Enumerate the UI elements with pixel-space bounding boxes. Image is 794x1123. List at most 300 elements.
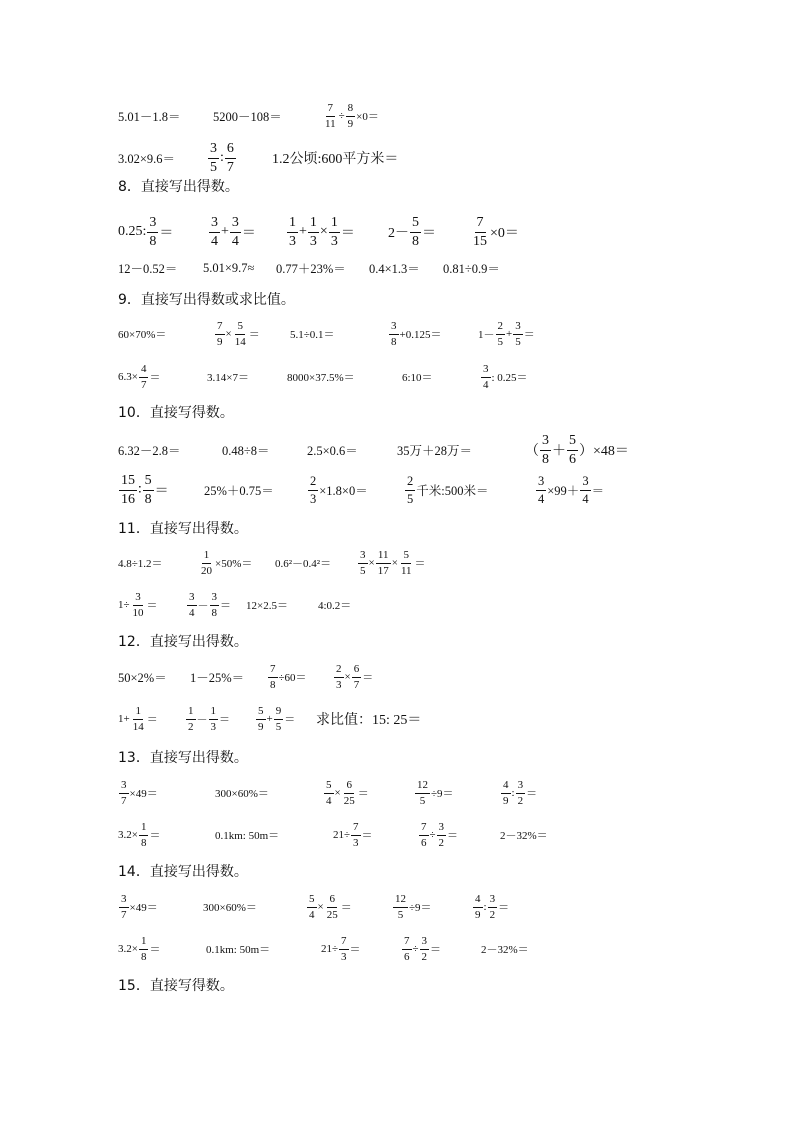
fraction-numerator: 2 xyxy=(334,664,344,678)
fraction-numerator: 5 xyxy=(401,550,411,564)
fraction-numerator: 3 xyxy=(119,894,129,908)
problem-item xyxy=(392,887,432,927)
fraction-numerator: 5 xyxy=(324,780,334,794)
problem-item xyxy=(118,212,173,252)
problem-item xyxy=(443,248,500,288)
problem-item xyxy=(397,430,472,470)
expression-text: 4.8÷1.2＝ xyxy=(118,558,163,570)
fraction-denominator: 9 xyxy=(475,908,481,921)
expression-text: 50×2%＝ xyxy=(118,671,167,685)
expression-text: 21÷ xyxy=(321,943,339,955)
fraction xyxy=(187,592,197,619)
expression-text: 21÷ xyxy=(333,829,351,841)
expression-text: 8000×37.5%＝ xyxy=(287,372,355,384)
fraction-numerator: 3 xyxy=(147,216,158,233)
problem-item xyxy=(481,929,529,969)
fraction-numerator: 6 xyxy=(327,894,337,908)
fraction-denominator: 5 xyxy=(275,720,282,733)
section-heading: 14．直接写出得数。 xyxy=(118,864,248,880)
expression-text: ）×48＝ xyxy=(579,444,629,459)
fraction-denominator: 6 xyxy=(569,451,576,467)
problem-item xyxy=(215,773,269,813)
problem-item xyxy=(204,470,274,510)
fraction-denominator: 11 xyxy=(400,564,412,577)
fraction-numerator: 4 xyxy=(501,780,511,794)
expression-text: ＝ xyxy=(241,226,256,241)
expression-text: ＝ xyxy=(422,226,436,241)
expression-text: ＋ xyxy=(552,444,566,459)
expression-text: + xyxy=(299,224,307,239)
fraction-denominator: 8 xyxy=(412,233,419,249)
expression-text: : xyxy=(220,150,224,165)
problem-item xyxy=(323,773,369,813)
problem-item xyxy=(118,430,181,470)
problem-item xyxy=(118,96,181,136)
fraction xyxy=(399,550,414,577)
expression-text: 1.2公顷:600平方米＝ xyxy=(272,152,399,167)
expression-text: ÷ xyxy=(412,943,419,955)
problem-item xyxy=(246,585,288,625)
fraction xyxy=(342,780,357,807)
fraction-denominator: 4 xyxy=(326,794,332,807)
expression-text: 3.02×9.6＝ xyxy=(118,152,176,166)
fraction-numerator: 1 xyxy=(139,822,149,836)
fraction-numerator: 7 xyxy=(268,664,278,678)
fraction xyxy=(323,103,338,130)
expression-text: ＝ xyxy=(349,944,361,956)
problem-item xyxy=(185,699,230,739)
expression-text: ＝ xyxy=(340,226,355,241)
expression-text: × xyxy=(334,787,341,799)
problem-item xyxy=(267,657,307,697)
expression-text: ＝ xyxy=(357,788,369,800)
fraction-denominator: 5 xyxy=(360,564,366,577)
problem-row xyxy=(0,96,794,136)
expression-text: 25%＋0.75＝ xyxy=(204,484,274,498)
problem-item xyxy=(316,699,421,739)
problem-item xyxy=(388,314,441,354)
problem-item xyxy=(478,314,535,354)
fraction-numerator: 1 xyxy=(133,706,143,720)
fraction xyxy=(215,321,225,348)
problem-item xyxy=(307,470,368,510)
fraction-denominator: 17 xyxy=(377,564,389,577)
fraction xyxy=(405,475,415,505)
expression-text: 0.4×1.3＝ xyxy=(369,262,420,276)
fraction xyxy=(352,664,362,691)
expression-text: ÷9＝ xyxy=(409,902,432,914)
fraction-numerator: 7 xyxy=(419,822,429,836)
problem-item xyxy=(118,543,163,583)
expression-text: 300×60%＝ xyxy=(203,902,257,914)
fraction-denominator: 7 xyxy=(140,378,147,391)
problem-item xyxy=(402,357,433,397)
problem-item xyxy=(535,470,604,510)
fraction-numerator: 1 xyxy=(287,216,298,233)
expression-text: ＝ xyxy=(498,902,510,914)
expression-text: － xyxy=(196,714,208,726)
fraction-denominator: 3 xyxy=(210,720,216,733)
fraction xyxy=(139,822,149,849)
fraction-numerator: 7 xyxy=(475,216,486,233)
fraction-numerator: 3 xyxy=(133,592,143,606)
expression-text: 35万＋28万＝ xyxy=(397,444,473,458)
problem-item xyxy=(190,657,244,697)
fraction xyxy=(209,706,219,733)
expression-text: ＝ xyxy=(154,484,169,499)
fraction xyxy=(488,894,498,921)
expression-text: ＝ xyxy=(149,830,161,842)
expression-text: ×99＋ xyxy=(547,484,580,498)
problem-item xyxy=(500,773,537,813)
expression-text: ＝ xyxy=(523,329,535,341)
expression-text: ＝ xyxy=(159,226,174,241)
problem-item xyxy=(500,815,548,855)
expression-text: 2－32%＝ xyxy=(481,944,529,956)
fraction-denominator: 9 xyxy=(258,720,264,733)
fraction-numerator: 3 xyxy=(208,142,219,159)
problem-row xyxy=(0,212,794,252)
fraction-numerator: 1 xyxy=(308,216,319,233)
expression-text: ＝ xyxy=(146,714,158,726)
fraction-denominator: 7 xyxy=(353,678,360,691)
fraction-denominator: 3 xyxy=(336,678,342,691)
fraction xyxy=(287,216,298,249)
expression-text: ×49＝ xyxy=(129,902,158,914)
fraction-numerator: 15 xyxy=(119,474,137,491)
expression-text: 1÷ xyxy=(118,599,130,611)
problem-item xyxy=(118,248,177,288)
expression-text: ×50%＝ xyxy=(215,558,253,570)
problem-item xyxy=(318,585,351,625)
expression-text: 0.1km: 50m＝ xyxy=(215,830,280,842)
expression-text: 1+ xyxy=(118,713,130,725)
fraction xyxy=(325,894,340,921)
problem-item xyxy=(322,96,379,136)
problem-item xyxy=(290,314,335,354)
problem-item xyxy=(321,929,361,969)
fraction-numerator: 3 xyxy=(437,822,447,836)
expression-text: 6:10＝ xyxy=(402,372,433,384)
fraction-numerator: 3 xyxy=(540,434,551,451)
problem-item xyxy=(272,138,398,178)
expression-text: ＝ xyxy=(219,714,230,726)
problem-item xyxy=(118,929,160,969)
fraction xyxy=(131,592,146,619)
fraction xyxy=(471,216,489,249)
fraction-numerator: 3 xyxy=(187,592,197,606)
fraction-denominator: 2 xyxy=(438,836,445,849)
fraction-denominator: 3 xyxy=(353,836,359,849)
fraction xyxy=(274,706,284,733)
expression-text: 0.1km: 50m＝ xyxy=(206,944,271,956)
fraction-numerator: 7 xyxy=(326,103,336,117)
fraction xyxy=(324,780,334,807)
expression-text: ＝ xyxy=(414,558,426,570)
problem-item xyxy=(404,470,488,510)
fraction xyxy=(540,434,551,467)
problem-item xyxy=(369,248,420,288)
fraction-numerator: 6 xyxy=(352,664,362,678)
expression-text: ∶ xyxy=(138,482,142,498)
fraction xyxy=(351,822,361,849)
expression-text: 60×70%＝ xyxy=(118,329,167,341)
expression-text: ＝ xyxy=(340,902,352,914)
fraction-denominator: 7 xyxy=(226,159,234,175)
problem-row xyxy=(0,699,794,739)
problem-item xyxy=(203,887,257,927)
fraction-numerator: 3 xyxy=(230,216,241,233)
expression-text: 5.01－1.8＝ xyxy=(118,110,181,124)
fraction-numerator: 3 xyxy=(389,321,399,335)
expression-text: － xyxy=(197,600,209,612)
fraction xyxy=(376,550,391,577)
expression-text: : xyxy=(511,787,515,799)
expression-text: ÷60＝ xyxy=(278,672,307,684)
fraction xyxy=(393,894,408,921)
section-heading: 8．直接写出得数。 xyxy=(118,179,239,195)
fraction-numerator: 2 xyxy=(308,475,318,491)
expression-text: ＝ xyxy=(362,672,374,684)
expression-text: +0.125＝ xyxy=(399,329,442,341)
fraction-denominator: 6 xyxy=(404,950,410,963)
fraction-numerator: 12 xyxy=(393,894,408,908)
fraction-numerator: 3 xyxy=(420,936,430,950)
problem-row xyxy=(0,585,794,625)
fraction xyxy=(209,216,220,249)
section-heading: 10．直接写得数。 xyxy=(118,405,234,421)
fraction xyxy=(402,936,412,963)
fraction-numerator: 7 xyxy=(339,936,349,950)
problem-row xyxy=(0,815,794,855)
expression-text: ＝ xyxy=(361,830,373,842)
problem-item xyxy=(388,212,436,252)
problem-row xyxy=(0,657,794,697)
section-heading: 15．直接写得数。 xyxy=(118,978,234,994)
problem-item xyxy=(198,543,252,583)
problem-row xyxy=(0,773,794,813)
fraction-denominator: 3 xyxy=(310,491,317,506)
fraction xyxy=(208,142,219,175)
fraction xyxy=(420,936,430,963)
fraction-denominator: 5 xyxy=(407,491,414,506)
fraction-numerator: 5 xyxy=(567,434,578,451)
fraction xyxy=(139,936,149,963)
fraction-numerator: 4 xyxy=(139,364,149,378)
fraction-denominator: 7 xyxy=(121,908,127,921)
fraction-numerator: 4 xyxy=(473,894,483,908)
problem-item xyxy=(207,357,249,397)
fraction xyxy=(143,474,154,507)
expression-text: ＝ xyxy=(284,714,296,726)
fraction xyxy=(147,216,158,249)
fraction-denominator: 8 xyxy=(144,491,152,507)
fraction xyxy=(346,103,356,130)
problem-item xyxy=(307,430,358,470)
expression-text: × xyxy=(391,557,398,569)
problem-row xyxy=(0,248,794,288)
problem-item xyxy=(203,248,254,288)
problem-item xyxy=(207,138,237,178)
fraction-denominator: 3 xyxy=(330,233,338,249)
problem-item xyxy=(208,212,256,252)
expression-text: 求比值：15: 25＝ xyxy=(316,713,422,728)
expression-text: × xyxy=(344,671,351,683)
fraction-denominator: 4 xyxy=(538,491,545,506)
problem-item xyxy=(118,470,169,510)
problem-item xyxy=(118,815,160,855)
fraction xyxy=(119,474,137,507)
fraction-numerator: 1 xyxy=(329,216,340,233)
problem-item xyxy=(286,212,355,252)
fraction xyxy=(131,706,146,733)
expression-text: + xyxy=(506,328,513,340)
problem-item xyxy=(118,138,175,178)
fraction-denominator: 4 xyxy=(309,908,315,921)
fraction xyxy=(210,592,220,619)
fraction-numerator: 1 xyxy=(186,706,196,720)
expression-text: 6.32－2.8＝ xyxy=(118,444,181,458)
fraction xyxy=(516,780,526,807)
problem-item xyxy=(414,773,454,813)
fraction-denominator: 8 xyxy=(270,678,276,691)
problem-item xyxy=(206,929,270,969)
fraction xyxy=(437,822,447,849)
problem-row xyxy=(0,887,794,927)
problem-item xyxy=(306,887,352,927)
fraction-numerator: 5 xyxy=(410,216,421,233)
fraction xyxy=(256,706,266,733)
section-heading: 12．直接写出得数。 xyxy=(118,634,248,650)
fraction-denominator: 14 xyxy=(234,335,246,348)
fraction-denominator: 25 xyxy=(326,908,338,921)
problem-item xyxy=(118,657,167,697)
fraction-denominator: 9 xyxy=(503,794,509,807)
fraction xyxy=(536,475,546,505)
problem-row xyxy=(0,314,794,354)
expression-text: ×0＝ xyxy=(356,111,379,123)
fraction xyxy=(119,894,129,921)
fraction xyxy=(329,216,340,249)
section-heading: 9．直接写出得数或求比值。 xyxy=(118,292,295,308)
expression-text: ÷ xyxy=(338,110,345,122)
fraction-denominator: 25 xyxy=(343,794,355,807)
problem-item xyxy=(215,815,279,855)
expression-text: 12－0.52＝ xyxy=(118,262,178,276)
expression-text: ＝ xyxy=(149,372,161,384)
expression-text: 千米:500米＝ xyxy=(416,484,489,498)
problem-row xyxy=(0,470,794,510)
fraction-numerator: 3 xyxy=(536,475,546,491)
fraction-numerator: 2 xyxy=(405,475,415,491)
expression-text: ×49＝ xyxy=(129,788,158,800)
expression-text: （ xyxy=(525,444,539,459)
fraction xyxy=(307,894,317,921)
problem-item xyxy=(118,699,158,739)
fraction-denominator: 5 xyxy=(419,794,426,807)
fraction-denominator: 20 xyxy=(201,564,212,577)
fraction xyxy=(230,216,241,249)
problem-item xyxy=(525,430,629,470)
expression-text: 2.5×0.6＝ xyxy=(307,444,358,458)
fraction-denominator: 9 xyxy=(217,335,223,348)
fraction-numerator: 2 xyxy=(496,321,506,335)
fraction-denominator: 7 xyxy=(121,794,127,807)
fraction-numerator: 3 xyxy=(516,780,526,794)
fraction xyxy=(415,780,430,807)
problem-row xyxy=(0,430,794,470)
problem-item xyxy=(118,887,158,927)
fraction-numerator: 5 xyxy=(235,321,245,335)
fraction-denominator: 3 xyxy=(289,233,296,249)
fraction-denominator: 4 xyxy=(189,606,195,619)
problem-item xyxy=(275,543,331,583)
expression-text: 12×2.5＝ xyxy=(246,600,288,612)
problem-item xyxy=(214,314,260,354)
fraction-numerator: 3 xyxy=(209,216,220,233)
fraction xyxy=(139,364,149,391)
expression-text: 0.77＋23%＝ xyxy=(276,262,346,276)
fraction xyxy=(225,142,236,175)
expression-text: ＝ xyxy=(220,600,231,612)
fraction-denominator: 10 xyxy=(132,606,144,619)
fraction-numerator: 5 xyxy=(307,894,317,908)
problem-row xyxy=(0,929,794,969)
expression-text: ＝ xyxy=(430,944,442,956)
problem-item xyxy=(255,699,295,739)
fraction-numerator: 1 xyxy=(139,936,149,950)
expression-text: 0.25: xyxy=(118,224,147,239)
fraction-numerator: 3 xyxy=(119,780,129,794)
expression-text: 2－32%＝ xyxy=(500,830,548,842)
fraction-numerator: 3 xyxy=(210,592,220,606)
fraction xyxy=(513,321,523,348)
expression-text: × xyxy=(225,328,232,340)
fraction xyxy=(419,822,429,849)
problem-row xyxy=(0,543,794,583)
problem-item xyxy=(287,357,355,397)
expression-text: : xyxy=(483,901,487,913)
problem-item xyxy=(118,585,158,625)
fraction-numerator: 3 xyxy=(513,321,523,335)
fraction-denominator: 2 xyxy=(489,908,496,921)
expression-text: × xyxy=(319,224,328,239)
expression-text: 300×60%＝ xyxy=(215,788,269,800)
problem-item xyxy=(276,248,346,288)
problem-item xyxy=(357,543,426,583)
fraction xyxy=(339,936,349,963)
expression-text: + xyxy=(221,224,229,239)
expression-text: 4:0.2＝ xyxy=(318,600,352,612)
section-heading: 13．直接写出得数。 xyxy=(118,750,248,766)
expression-text: 1－ xyxy=(478,329,495,341)
fraction-denominator: 14 xyxy=(132,720,144,733)
expression-text: 1－25%＝ xyxy=(190,671,245,685)
fraction-denominator: 5 xyxy=(210,159,217,175)
fraction-denominator: 3 xyxy=(341,950,347,963)
fraction-denominator: 15 xyxy=(473,233,487,249)
fraction-numerator: 3 xyxy=(488,894,498,908)
expression-text: 3.2× xyxy=(118,943,138,955)
expression-text: 2－ xyxy=(388,226,409,241)
expression-text: ＝ xyxy=(447,830,459,842)
fraction-numerator: 3 xyxy=(481,364,491,378)
problem-item xyxy=(333,657,373,697)
expression-text: 0.48÷8＝ xyxy=(222,444,270,458)
fraction-denominator: 2 xyxy=(421,950,428,963)
expression-text: ×1.8×0＝ xyxy=(319,484,368,498)
problem-item xyxy=(480,357,528,397)
